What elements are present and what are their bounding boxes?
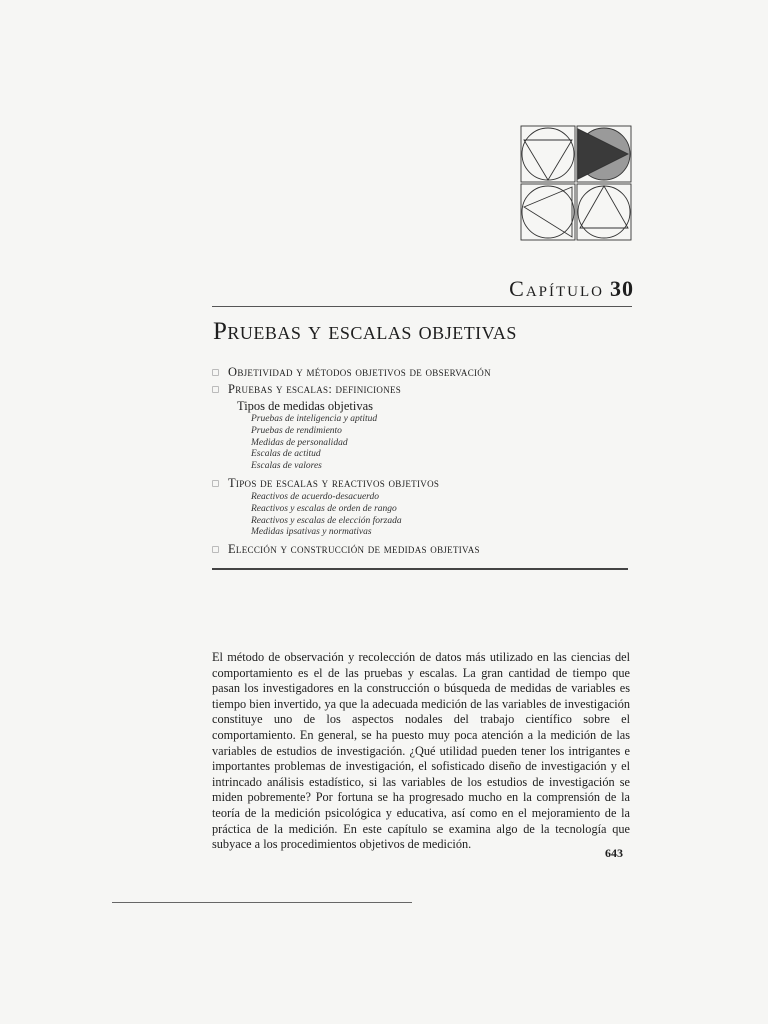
chapter-title: Pruebas y escalas objetivas: [213, 318, 517, 345]
outline-item: Reactivos y escalas de elección forzada: [251, 515, 402, 526]
chapter-label: Capítulo: [509, 276, 604, 301]
outline-item: Escalas de valores: [251, 461, 322, 472]
outline-item: Pruebas de inteligencia y aptitud: [251, 414, 378, 424]
footer-rule: [112, 902, 412, 903]
outline-rule: [212, 568, 628, 570]
outline-section: Pruebas y escalas: definiciones: [210, 381, 630, 398]
page-number: 643: [605, 846, 623, 860]
outline-item: Medidas ipsativas y normativas: [251, 527, 372, 538]
bullet-icon: [212, 386, 219, 393]
chapter-rule: [212, 306, 632, 307]
chapter-logo-circles-triangles: [520, 125, 632, 241]
outline-item: Pruebas de rendimiento: [251, 425, 342, 436]
chapter-number: 30: [610, 276, 634, 301]
outline-section: Tipos de escalas y reactivos objetivos: [210, 475, 630, 492]
chapter-heading: [494, 276, 634, 302]
outline-item: Reactivos y escalas de orden de rango: [251, 503, 397, 514]
outline-section: Objetividad y métodos objetivos de observación: [210, 364, 630, 381]
chapter-outline: [210, 364, 630, 558]
intro-paragraph: El método de observación y recolección de datos más utilizado en las ciencias del comportamiento es el de las pruebas y escalas. La gran cantidad de tiempo que pasan los investigadores en la construcción o búsqueda de medidas de variables es tiempo bien invertido, ya que la adecuada medición de las variables de investigación constituye uno de los aspectos nodales del trabajo científico sobre el comportamiento. En general, se ha puesto muy poca atención a la medición de las variables de estudios de investigación. ¿Qué utilidad pueden tener los intrigantes e importantes problemas de investigación, el sofisticado diseño de investigación y el intrincado análisis estadístico, si las variables de los estudios de investigación se miden pobremente? Por fortuna se ha progresado mucho en la comprensión de la teoría de la medición psicológica y educativa, así como en el mejoramiento de la práctica de la medición. En este capítulo se examina algo de la tecnología que subyace a los procedimientos objetivos de medición.: [212, 650, 630, 852]
outline-item: Escalas de actitud: [251, 449, 321, 460]
outline-subsection: Tipos de medidas objetivas: [237, 399, 373, 413]
bullet-icon: [212, 546, 219, 553]
bullet-icon: [212, 369, 219, 376]
outline-item: Medidas de personalidad: [251, 437, 348, 448]
bullet-icon: [212, 480, 219, 487]
outline-item: Reactivos de acuerdo-desacuerdo: [251, 491, 380, 502]
outline-section: Elección y construcción de medidas objetivas: [210, 541, 630, 558]
